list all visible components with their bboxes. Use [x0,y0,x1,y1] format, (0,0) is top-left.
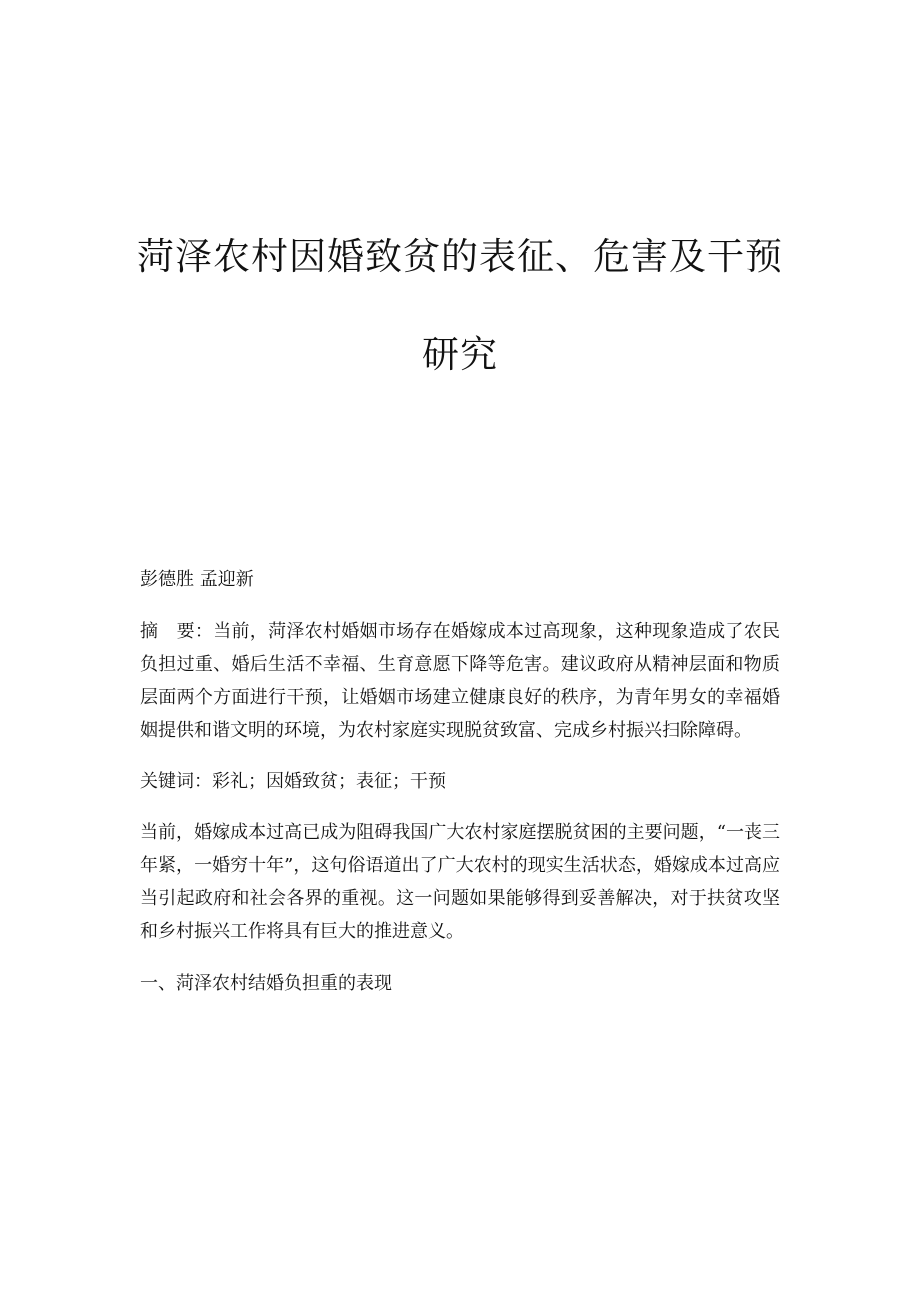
keywords-label: 关键词： [140,771,212,792]
keywords-text: 彩礼；因婚致贫；表征；干预 [212,771,446,792]
author-line: 彭德胜 孟迎新 [140,569,254,590]
title-line-1: 菏泽农村因婚致贫的表征、危害及干预 [137,235,783,278]
paper-body [140,563,780,1000]
abstract-label: 摘 要： [140,621,214,642]
intro-paragraph: 当前，婚嫁成本过高已成为阻碍我国广大农村家庭摆脱贫困的主要问题，“一丧三年紧，一婚穷十年”，这句俗语道出了广大农村的现实生活状态，婚嫁成本过高应当引起政府和社会各界的重视。这一问题如果能够得到妥善解决，对于扶贫攻坚和乡村振兴工作将具有巨大的推进意义。 [140,822,780,942]
keywords-line [140,765,780,798]
section-heading: 一、菏泽农村结婚负担重的表现 [140,973,392,994]
abstract-text: 当前，菏泽农村婚姻市场存在婚嫁成本过高现象，这种现象造成了农民负担过重、婚后生活不幸福、生育意愿下降等危害。建议政府从精神层面和物质层面两个方面进行干预，让婚姻市场建立健康良好的秩序，为青年男女的幸福婚姻提供和谐文明的环境，为农村家庭实现脱贫致富、完成乡村振兴扫除障碍。 [140,621,781,741]
paper-title [120,208,800,404]
abstract-paragraph [140,615,780,747]
title-line-2: 研究 [422,333,498,376]
